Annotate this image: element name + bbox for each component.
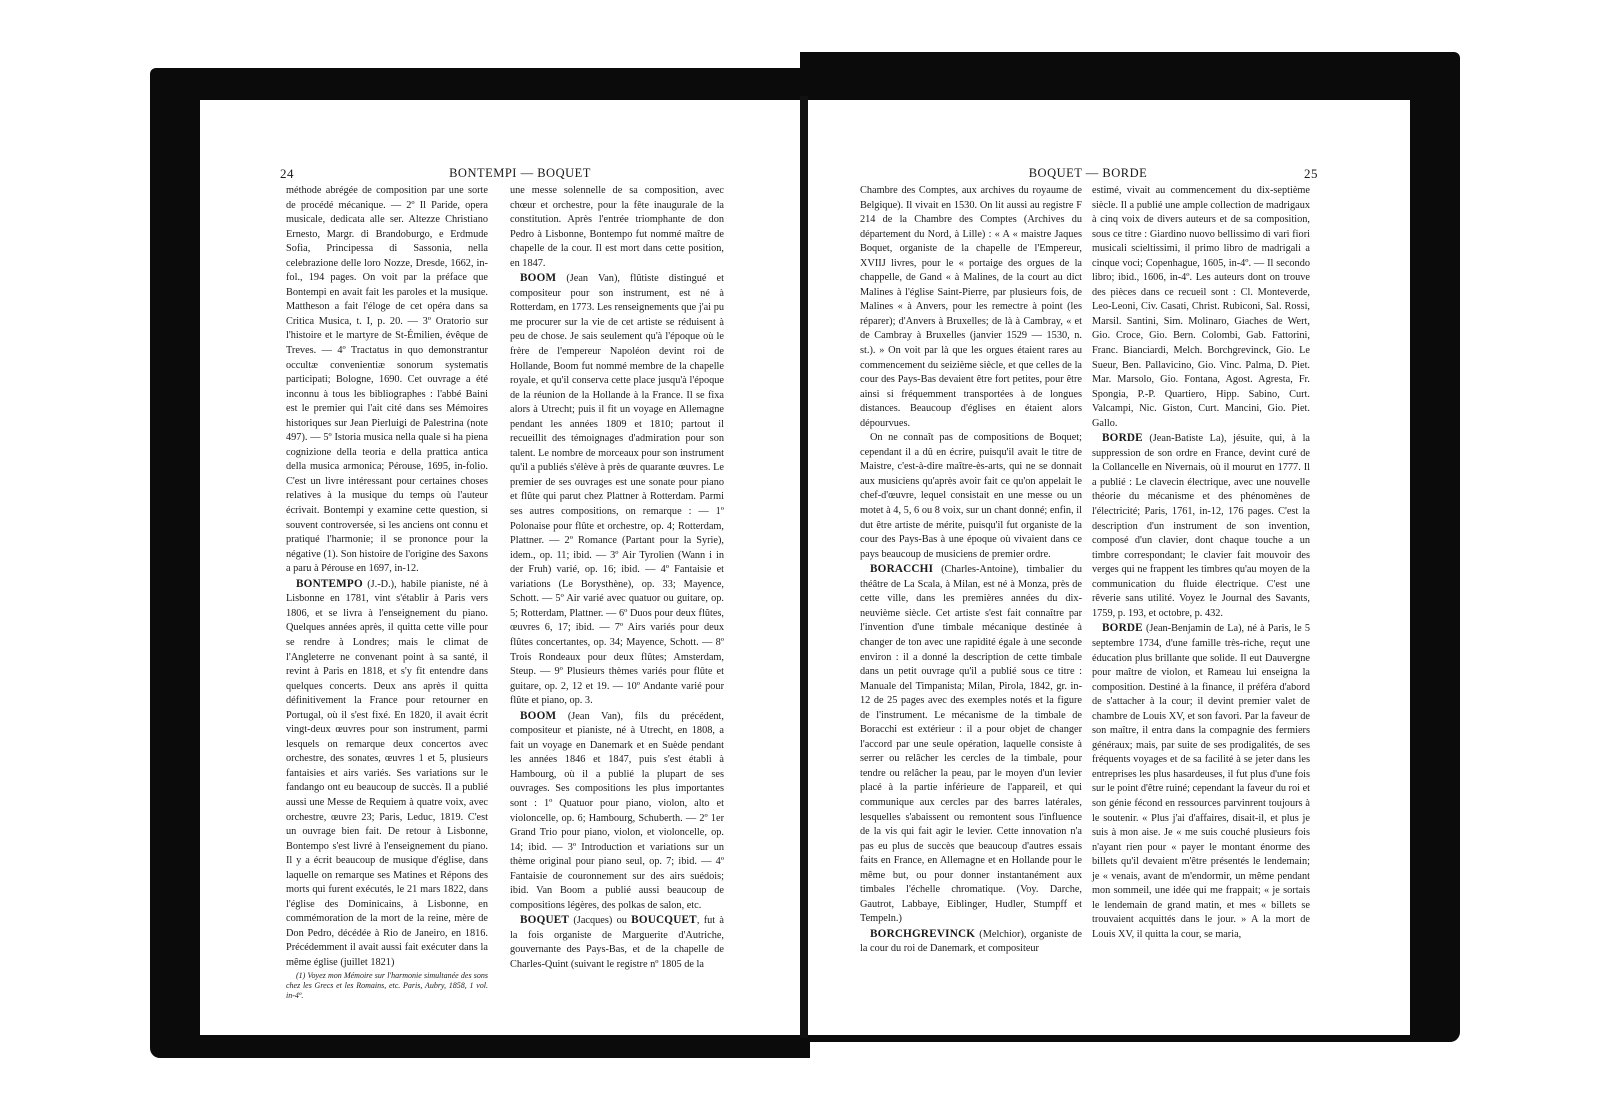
entry-headword: BORCHGREVINCK [870,927,976,940]
body-paragraph: une messe solennelle de sa composition, avec chœur et orchestre, pour la fête inaugurale de la constitution. Après l'entrée triomphante de don Pedro à Lisbonne, Bontempo fut nommé maître de chapelle de la cour. Il est mort dans cette position, en 1847. [510,185,724,269]
entry-paragraph [510,709,724,914]
entry-paragraph [1092,431,1310,621]
body-paragraph: méthode abrégée de composition par une sorte de procédé mécanique. — 2º Il Paride, opera musicale, dedicata alle ser. Altezze Christiano Ernesto, Margr. di Brandoburgo, e Erdmude Sofia, Principessa di Sassonia, nella celebrazione delle loro Nozze, Dresde, 1662, in-fol., 194 pages. On voit par la préface que Bontempi en avait fait les paroles et la musique. Mattheson a fait l'éloge de cet opéra dans sa Critica Musica, t. I, p. 20. — 3º Oratorio sur l'histoire et le martyre de St-Émilien, évêque de Treves. — 4º Tractatus in quo demonstrantur occultæ convenientiæ sonorum systematis participati; Bologne, 1690. Cet ouvrage a été inconnu à tous les bibliographes : l'abbé Baini est le premier qui l'ait cité dans ses Mémoires historiques sur Jean Pierluigi de Palestrina (note 497). — 5º Istoria musica nella quale si ha piena cognizione della teoria e della prattica antica della musica armonica; Pérouse, 1695, in-folio. C'est un livre intéressant pour certaines choses relatives à la musique du temps où l'auteur écrivait. Bontempi y examine cette question, si souvent controversée, si les anciens ont connu et pratiqué l'harmonie; il se prononce pour la négative (1). Son histoire de l'origine des Saxons a paru à Pérouse en 1697, in-12. [286,185,488,575]
entry-paragraph [510,913,724,972]
left-running-head [280,166,760,184]
entry-text: , fut à la fois organiste de Marguerite d'Autriche, gouvernante des Pays-Bas, et de la chapelle de Charles-Quint (suivant le registre nº 1805 de la [510,915,724,970]
entry-headword: BOOM [520,272,557,285]
entry-text: (Jean-Batiste La), jésuite, qui, à la suppression de son ordre en France, devint curé de la Collancelle en Nivernais, où il mourut en 1777. Il a publié : Le clavecin électrique, avec une nouvelle théorie du mécanisme et des phénomènes de l'électricité; Paris, 1761, in-12, 176 pages. C'est la description d'un instrument de son invention, composé d'un clavier, dont chaque touche a un timbre correspondant; le clavier fait mouvoir des verges qui ne frappent les timbres qu'au moyen de la communication du fluide électrique. C'est une rêverie sans utilité. Voyez le Journal des Savants, 1759, p. 193, et octobre, p. 432. [1092,433,1310,619]
entry-paragraph [510,271,724,708]
left-page-column-2 [510,184,724,998]
body-paragraph: estimé, vivait au commencement du dix-septième siècle. Il a publié une ample collection de madrigaux à cinq voix de divers auteurs et de sa composition, sous ce titre : Giardino nuovo bellissimo di vari fiori musicali scieltissimi, il primo libro de madrigali a cinque voci; Copenhague, 1605, in-4º. — Il secondo libro; ibid., 1606, in-4º. Les auteurs dont on trouve des pièces dans ce recueil sont : Cl. Monteverde, Leo-Leoni, Civ. Casati, Christ. Rubiconi, Sal. Rossi, Marsil. Santini, Sim. Molinaro, Giaches de Wert, Gio. Croce, Gio. Bern. Colombi, Gab. Fattorini, Franc. Bianciardi, Melch. Borchgrevinck, Gio. Le Sueur, Ben. Pallavicino, Gio. Vinc. Palma, D. Piet. Mar. Marsolo, Gio. Fontana, Agost. Agresta, Fr. Spongia, P.-P. Quartiero, Hipp. Sabino, Curt. Valcampi, Nic. Giston, Curt. Mancini, Gio. Piet. Gallo. [1092,185,1310,429]
entry-text: (Jean-Benjamin de La), né à Paris, le 5 septembre 1734, d'une famille très-riche, reçut une éducation plus brillante que solide. Il eut Dauvergne pour maître de violon, et Rameau lui enseigna la composition. Destiné à la finance, il préféra d'abord de s'attacher à la cour; il devint premier valet de chambre de Louis XV, et son favori. Par la faveur de son maître, il entra dans la compagnie des fermiers généraux; mais, par suite de ses prodigalités, de ses fréquents voyages et de sa facilité à se jeter dans les entreprises les plus hasardeuses, il fut plus d'une fois sur le point d'être ruiné; cependant la faveur du roi et son génie fécond en ressources parvinrent toujours à le soutenir. « Plus j'ai d'affaires, disait-il, et plus je suis à mon aise. Je « me suis couché plusieurs fois n'ayant rien pour « payer le montant énorme des billets qu'il devaient m'être présentés le lendemain; je « venais, avant de m'endormir, un même pendant mon sommeil, une idée qui me frappait; « je sortais le lendemain de grand matin, et mes « billets se trouvaient acquittés dans le jour. » A la mort de Louis XV, il quitta la cour, se maria, [1092,623,1311,940]
left-running-title: BONTEMPI — BOQUET [449,166,591,180]
entry-text: (Jean Van), fils du précédent, compositeur et pianiste, né à Utrecht, en 1808, a fait un voyage en Danemark et en Suède pendant les années 1846 et 1847, puis s'est établi à Hambourg, où il a publié la plupart de ses ouvrages. Ses compositions les plus importantes sont : 1º Quatuor pour piano, violon, alto et violoncelle, op. 6; Hambourg, Schuberth. — 2º 1er Grand Trio pour piano, violon, et violoncelle, op. 14; ibid. — 3º Introduction et variations sur un thème original pour piano seul, op. 7; ibid. — 4º Fantaisie de couronnement sur des airs suédois; ibid. Van Boom a publié aussi beaucoup de compositions légères, des polkas de salon, etc. [510,710,724,911]
entry-text: (J.-D.), habile pianiste, né à Lisbonne en 1781, vint s'établir à Paris vers 1806, et se livra à l'enseignement du piano. Quelques années après, il quitta cette ville pour se rendre à Londres; mais le climat de l'Angleterre ne convenant point à sa santé, il revint à Paris en 1818, et s'y fit entendre dans quelques concerts. Deux ans après il quitta définitivement la France pour retourner en Portugal, où il s'est fixé. En 1820, il avait écrit vingt-deux œuvres pour son instrument, parmi lesquels on remarque deux concertos avec orchestre, des sonates, œuvres 1 et 5, plusieurs fantaisies et airs variés. Ses variations sur le fandango ont eu beaucoup de succès. Il a publié aussi une Messe de Requiem à quatre voix, avec orchestre, œuvre 23; Paris, Leduc, 1819. C'est un ouvrage bien fait. De retour à Lisbonne, Bontempo s'est livré à l'enseignement du piano. Il y a écrit beaucoup de musique d'église, dans laquelle on remarque ses Matines et Répons des morts qui furent exécutés, le 21 mars 1822, dans l'église des Dominicains, à Lisbonne, en commémoration de la mort de la reine, mère de Don Pedro, décédée à Rio de Janeiro, en 1816. Précédemment il avait aussi fait exécuter dans la même église (juillet 1821) [286,578,488,968]
book-gutter [800,96,808,1038]
entry-text: (Jean Van), flûtiste distingué et compositeur pour son instrument, est né à Rotterdam, en 1773. Les renseignements que j'ai pu me procurer sur la vie de cet artiste se réduisent à peu de chose. Je sais seulement qu'à l'époque où le frère de l'empereur Napoléon devint roi de Hollande, Boom fut nommé membre de la chapelle royale, et qu'il conserva cette place jusqu'à l'époque de la réunion de la Hollande à la France. Il se fixa alors à Utrecht; puis il fit un voyage en Allemagne pendant les années 1809 et 1810; partout il recueillit des témoignages d'admiration pour son talent. Le nombre de morceaux pour son instrument qu'il a publiés s'élève à près de quarante œuvres. Le premier de ses ouvrages est une sonate pour piano et flûte qui parut chez Plattner à Rotterdam. Parmi ses autres compositions, on remarque : — 1º Polonaise pour flûte et orchestre, op. 4; Rotterdam, Plattner. — 2º Romance (Partant pour la Syrie), idem., op. 11; ibid. — 3º Air Tyrolien (Wann i in der Fruh) varié, op. 16; ibid. — 4º Fantaisie et variations (Le Borysthène), op. 33; Mayence, Schott. — 5º Air varié avec quatuor ou guitare, op. 5; Rotterdam, Plattner. — 6º Duos pour deux flûtes, œuvres 6, 17; ibid. — 7º Airs variés pour deux flûtes concertantes, op. 34; Mayence, Schott. — 8º Trois Rondeaux pour deux flûtes; Amsterdam, Steup. — 9º Plusieurs thèmes variés pour flûte et guitare, op. 2, 12 et 19. — 10º Andante varié pour flûte et piano, op. 3. [510,273,724,707]
footnote: (1) Voyez mon Mémoire sur l'harmonie simultanée des sons chez les Grecs et les Romains, etc. Paris, Aubry, 1858, 1 vol. in-4º. [286,970,488,1000]
right-running-title: BOQUET — BORDE [1028,166,1148,180]
right-page-column-1 [860,184,1082,999]
entry-paragraph [286,577,488,971]
right-page-number: 25 [1304,166,1318,181]
left-page [200,100,800,1035]
entry-headword: BORDE [1102,432,1143,445]
entry-headword: BORDE [1102,622,1143,635]
right-running-head [858,166,1318,184]
body-paragraph: Chambre des Comptes, aux archives du royaume de Belgique). Il vivait en 1530. On lit aussi au registre F 214 de la Chambre des Comptes (Archives du département du Nord, à Lille) : « A « maistre Jaques Boquet, organiste de la chapelle de l'Empereur, XVIIJ livres, pour le « portaige des orgues de la chappelle, de Gand « à Malines, de la court au dict Malines à l'église Saint-Pierre, par plusieurs fois, de Malines « à Anvers, pour les remectre à point (les réparer); d'Anvers à Bruxelles; de là à Cambray, « et de Cambray à Bruxelles (janvier 1529 — 1530, n. st.). » On voit par là que les orgues étaient rares au commencement du seizième siècle, et que celles de la cour des Pays-Bas devaient être fort petites, pour être ainsi si fréquemment transportées à de longues distances. Beaucoup d'églises en étaient alors dépourvues. [860,185,1082,429]
left-page-number: 24 [280,166,294,181]
entry-text: (Charles-Antoine), timbalier du théâtre de La Scala, à Milan, est né à Monza, près de cette ville, dans les premières années du dix-neuvième siècle. Cet artiste s'est fait connaître par l'invention d'une timbale mécanique destinée à changer de ton avec une rapidité égale à une seconde environ : il a donné la description de cette timbale dans un petit ouvrage qu'il a publié sous ce titre : Manuale del Timpanista; Milan, Pirola, 1842, gr. in-12 de 25 pages avec des exemples notés et la figure de l'instrument. Le mécanisme de la timbale de Boracchi est extérieur : il a pour objet de changer l'accord par une seule opération, laquelle consiste à serrer ou relâcher les cercles de la timbale, pour tendre ou relâcher la peau, par le moyen d'un levier placé à la partie inférieure de l'appareil, et qui communique aux cercles par des barres latérales, lesquelles s'abaissent ou remontent sous l'influence de la vis qui fait agir le levier. Cette innovation n'a pas eu plus de succès que beaucoup d'autres essais faits en France, en Allemagne et en Hollande pour le même but, ou pour donner instantanément aux timbales l'échelle chromatique. (Voy. Darche, Gautrot, Labbaye, Eiblinger, Hudler, Stumpff et Tempeln.) [860,564,1082,925]
entry-headword: BOOM [520,709,557,722]
entry-paragraph [860,562,1082,927]
entry-headword: BORACCHI [870,563,934,576]
entry-text: (Jacques) ou [569,915,632,927]
entry-paragraph [1092,621,1310,942]
entry-headword: BOQUET [520,914,570,927]
entry-paragraph [860,927,1082,957]
entry-headword: BOUCQUET [631,914,697,927]
entry-text: (Melchior), organiste de la cour du roi de Danemark, et compositeur [860,928,1082,955]
entry-headword: BONTEMPO [296,577,363,590]
left-page-column-1 [286,184,488,1000]
body-paragraph: On ne connaît pas de compositions de Boquet; cependant il a dû en écrire, puisqu'il avait le titre de Maistre, c'est-à-dire maître-ès-arts, qui ne se donnait aux musiciens qu'après avoir fait ce qu'on appelait le chef-d'œuvre, lequel consistait en une messe ou un motet à 4, 5, 6 ou 8 voix, sur un chant donné; enfin, il dut être artiste de mérite, puisqu'il fut organiste de la cour des Pays-Bas à une époque où vivaient dans ce pays beaucoup de musiciens de premier ordre. [860,432,1082,560]
right-page-column-2 [1092,184,1310,999]
right-page [808,100,1410,1035]
